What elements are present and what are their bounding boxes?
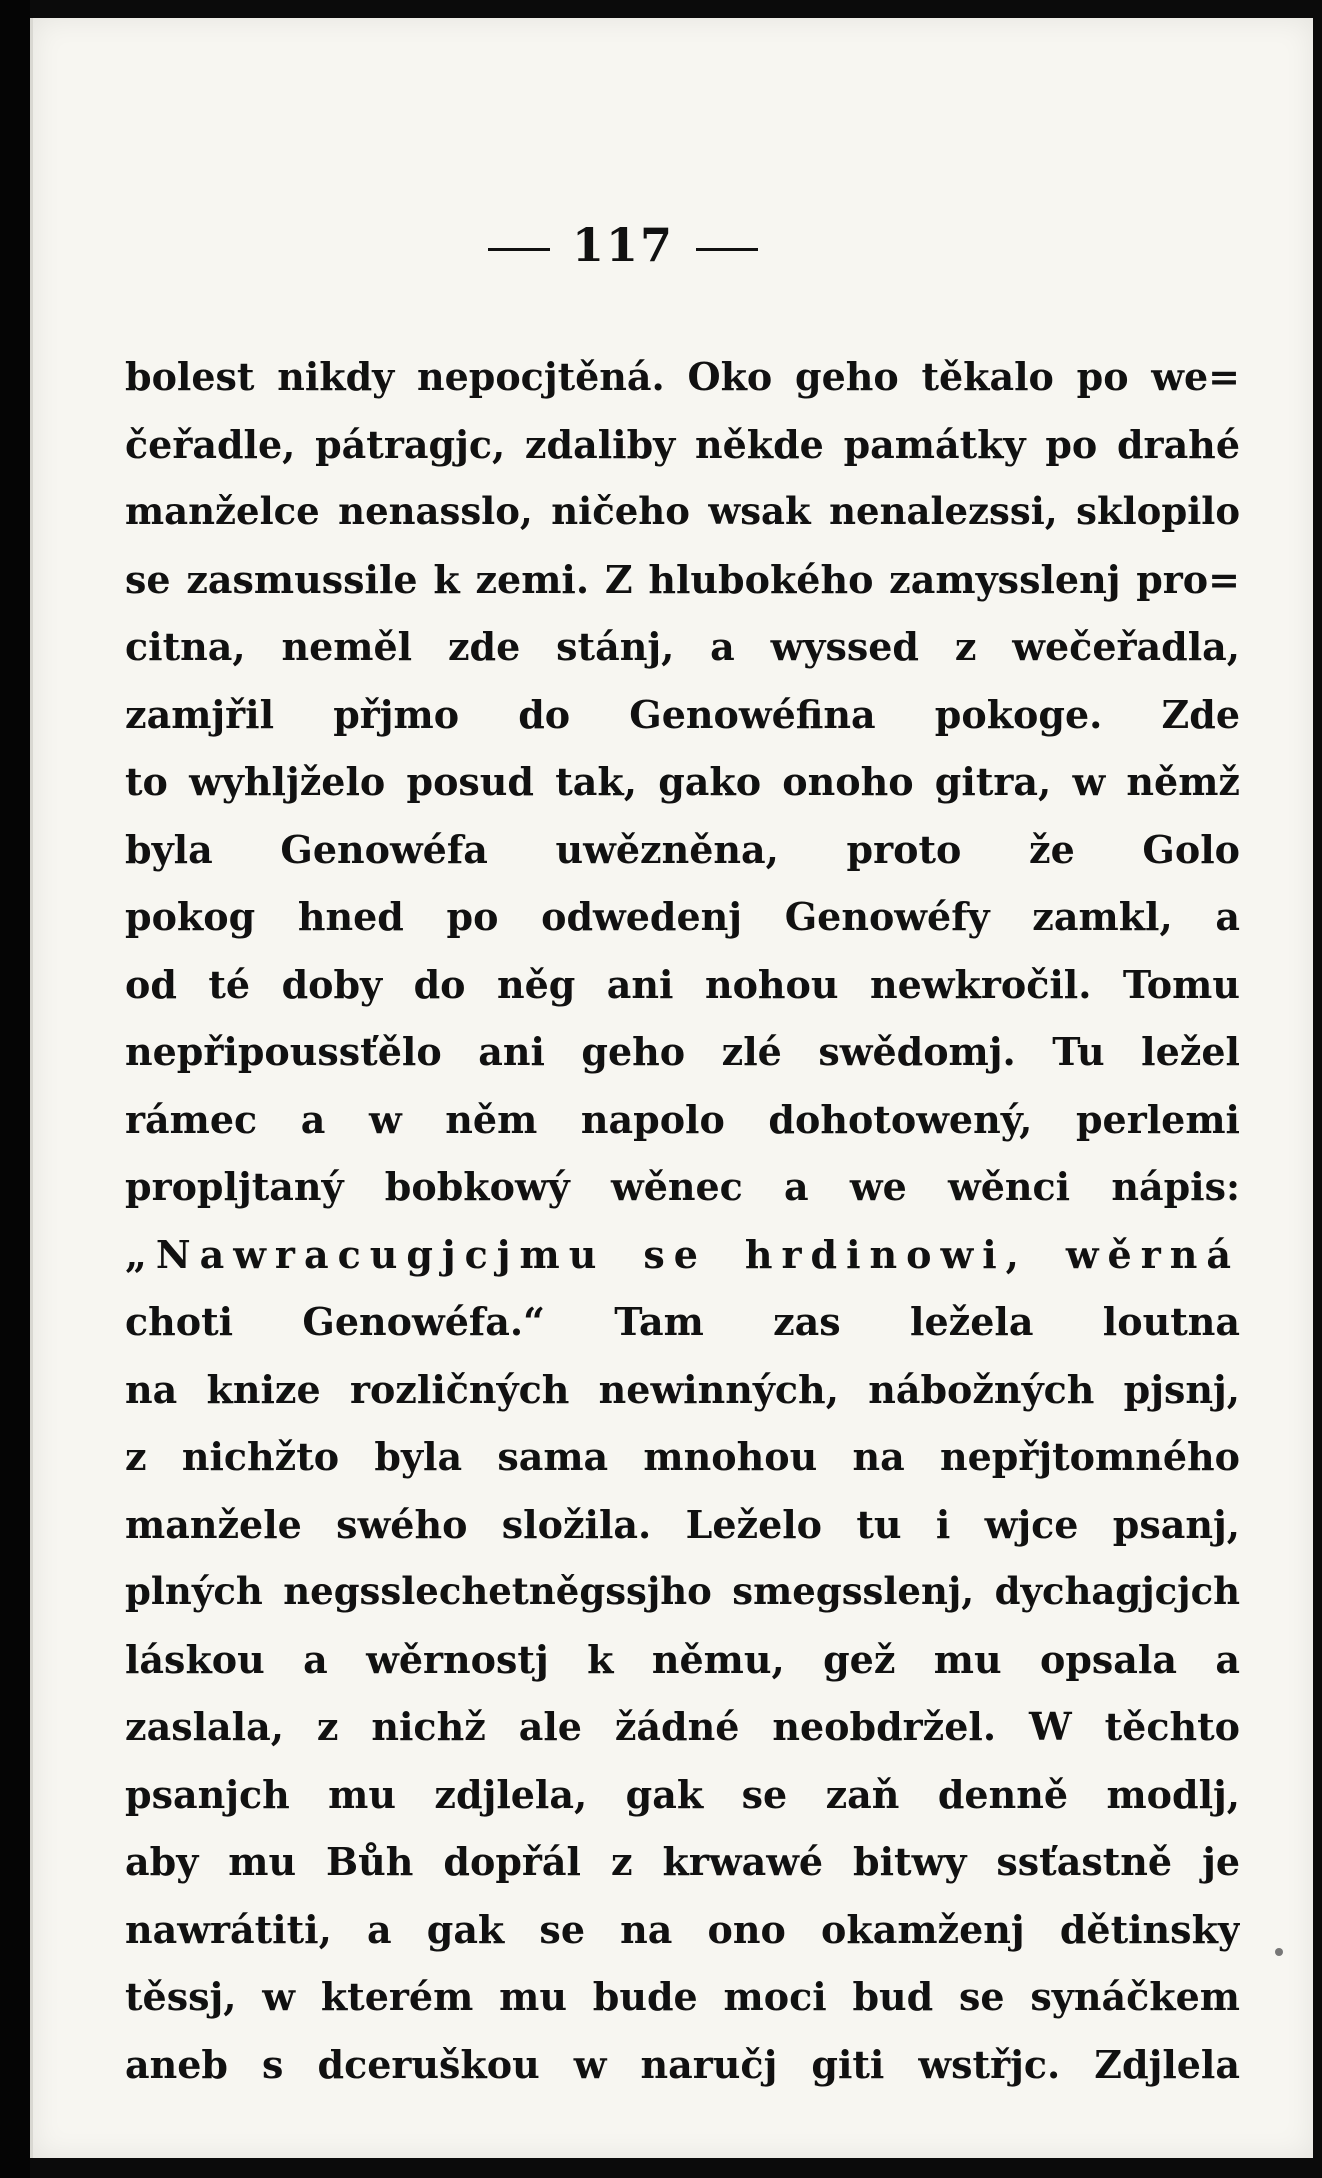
header-dash-left: [488, 248, 550, 251]
text-line: choti Genowéfa.“ Tam zas ležela loutna: [125, 1299, 1240, 1344]
body-text: [125, 343, 1240, 2098]
text-line: citna, neměl zde stánj, a wyssed z wečeřadla,: [125, 624, 1240, 669]
page-number: 117: [571, 218, 675, 272]
text-line: z nichžto byla sama mnohou na nepřjtomného: [125, 1434, 1240, 1479]
text-line: čeřadle, pátragjc, zdaliby někde památky po drahé: [125, 421, 1240, 467]
text-line: to wyhljželo posud tak, gako onoho gitra, w němž: [125, 759, 1240, 804]
text-line: nawrátiti, a gak se na ono okamženj dětinsky: [125, 1906, 1240, 1952]
text-line: zaslala, z nichž ale žádné neobdržel. W těchto: [125, 1704, 1240, 1749]
text-line: pokog hned po odwedenj Genowéfy zamkl, a: [125, 894, 1240, 939]
scan-border: [0, 0, 30, 2178]
text-line: těssj, w kterém mu bude moci bud se synáčkem: [125, 1974, 1240, 2019]
text-line: rámec a w něm napolo dohotowený, perlemi: [125, 1096, 1240, 1142]
text-line: manželce nenasslo, ničeho wsak nenalezssi, sklopilo: [125, 489, 1240, 533]
text-line: aneb s dceruškou w naručj giti wstřjc. Zdjlela: [125, 2041, 1240, 2087]
header-dash-right: [696, 248, 758, 251]
book-page: [30, 18, 1313, 2158]
text-line: psanjch mu zdjlela, gak se zaň denně modlj,: [125, 1771, 1240, 1817]
text-line: se zasmussile k zemi. Z hlubokého zamysslenj pro=: [125, 556, 1240, 602]
text-line: aby mu Bůh dopřál z krwawé bitwy ssťastně je: [125, 1839, 1240, 1884]
scan-speck: [1275, 1948, 1283, 1956]
text-line: byla Genowéfa uwězněna, proto že Golo: [125, 826, 1240, 872]
text-line: plných negsslechetněgssjho smegsslenj, dychagjcjch: [125, 1569, 1240, 1613]
text-line: zamjřil přjmo do Genowéfina pokoge. Zde: [125, 691, 1240, 737]
text-line: „Nawracugjcjmu se hrdinowi, wěrná: [125, 1231, 1240, 1277]
text-line: nepřipoussťělo ani geho zlé swědomj. Tu ležel: [125, 1029, 1240, 1074]
text-line: manžele swého složila. Leželo tu i wjce psanj,: [125, 1501, 1240, 1547]
text-line: od té doby do něg ani nohou newkročil. Tomu: [125, 961, 1240, 1007]
page-header: [33, 218, 1213, 272]
text-line: na knize rozličných newinných, nábožných pjsnj,: [125, 1366, 1240, 1412]
text-line: proplјtaný bobkowý wěnec a we wěnci nápis:: [125, 1164, 1240, 1209]
text-line: láskou a wěrnostj k němu, gež mu opsala a: [125, 1636, 1240, 1682]
text-line: bolest nikdy nepocjtěná. Oko geho těkalo po we=: [125, 354, 1240, 399]
